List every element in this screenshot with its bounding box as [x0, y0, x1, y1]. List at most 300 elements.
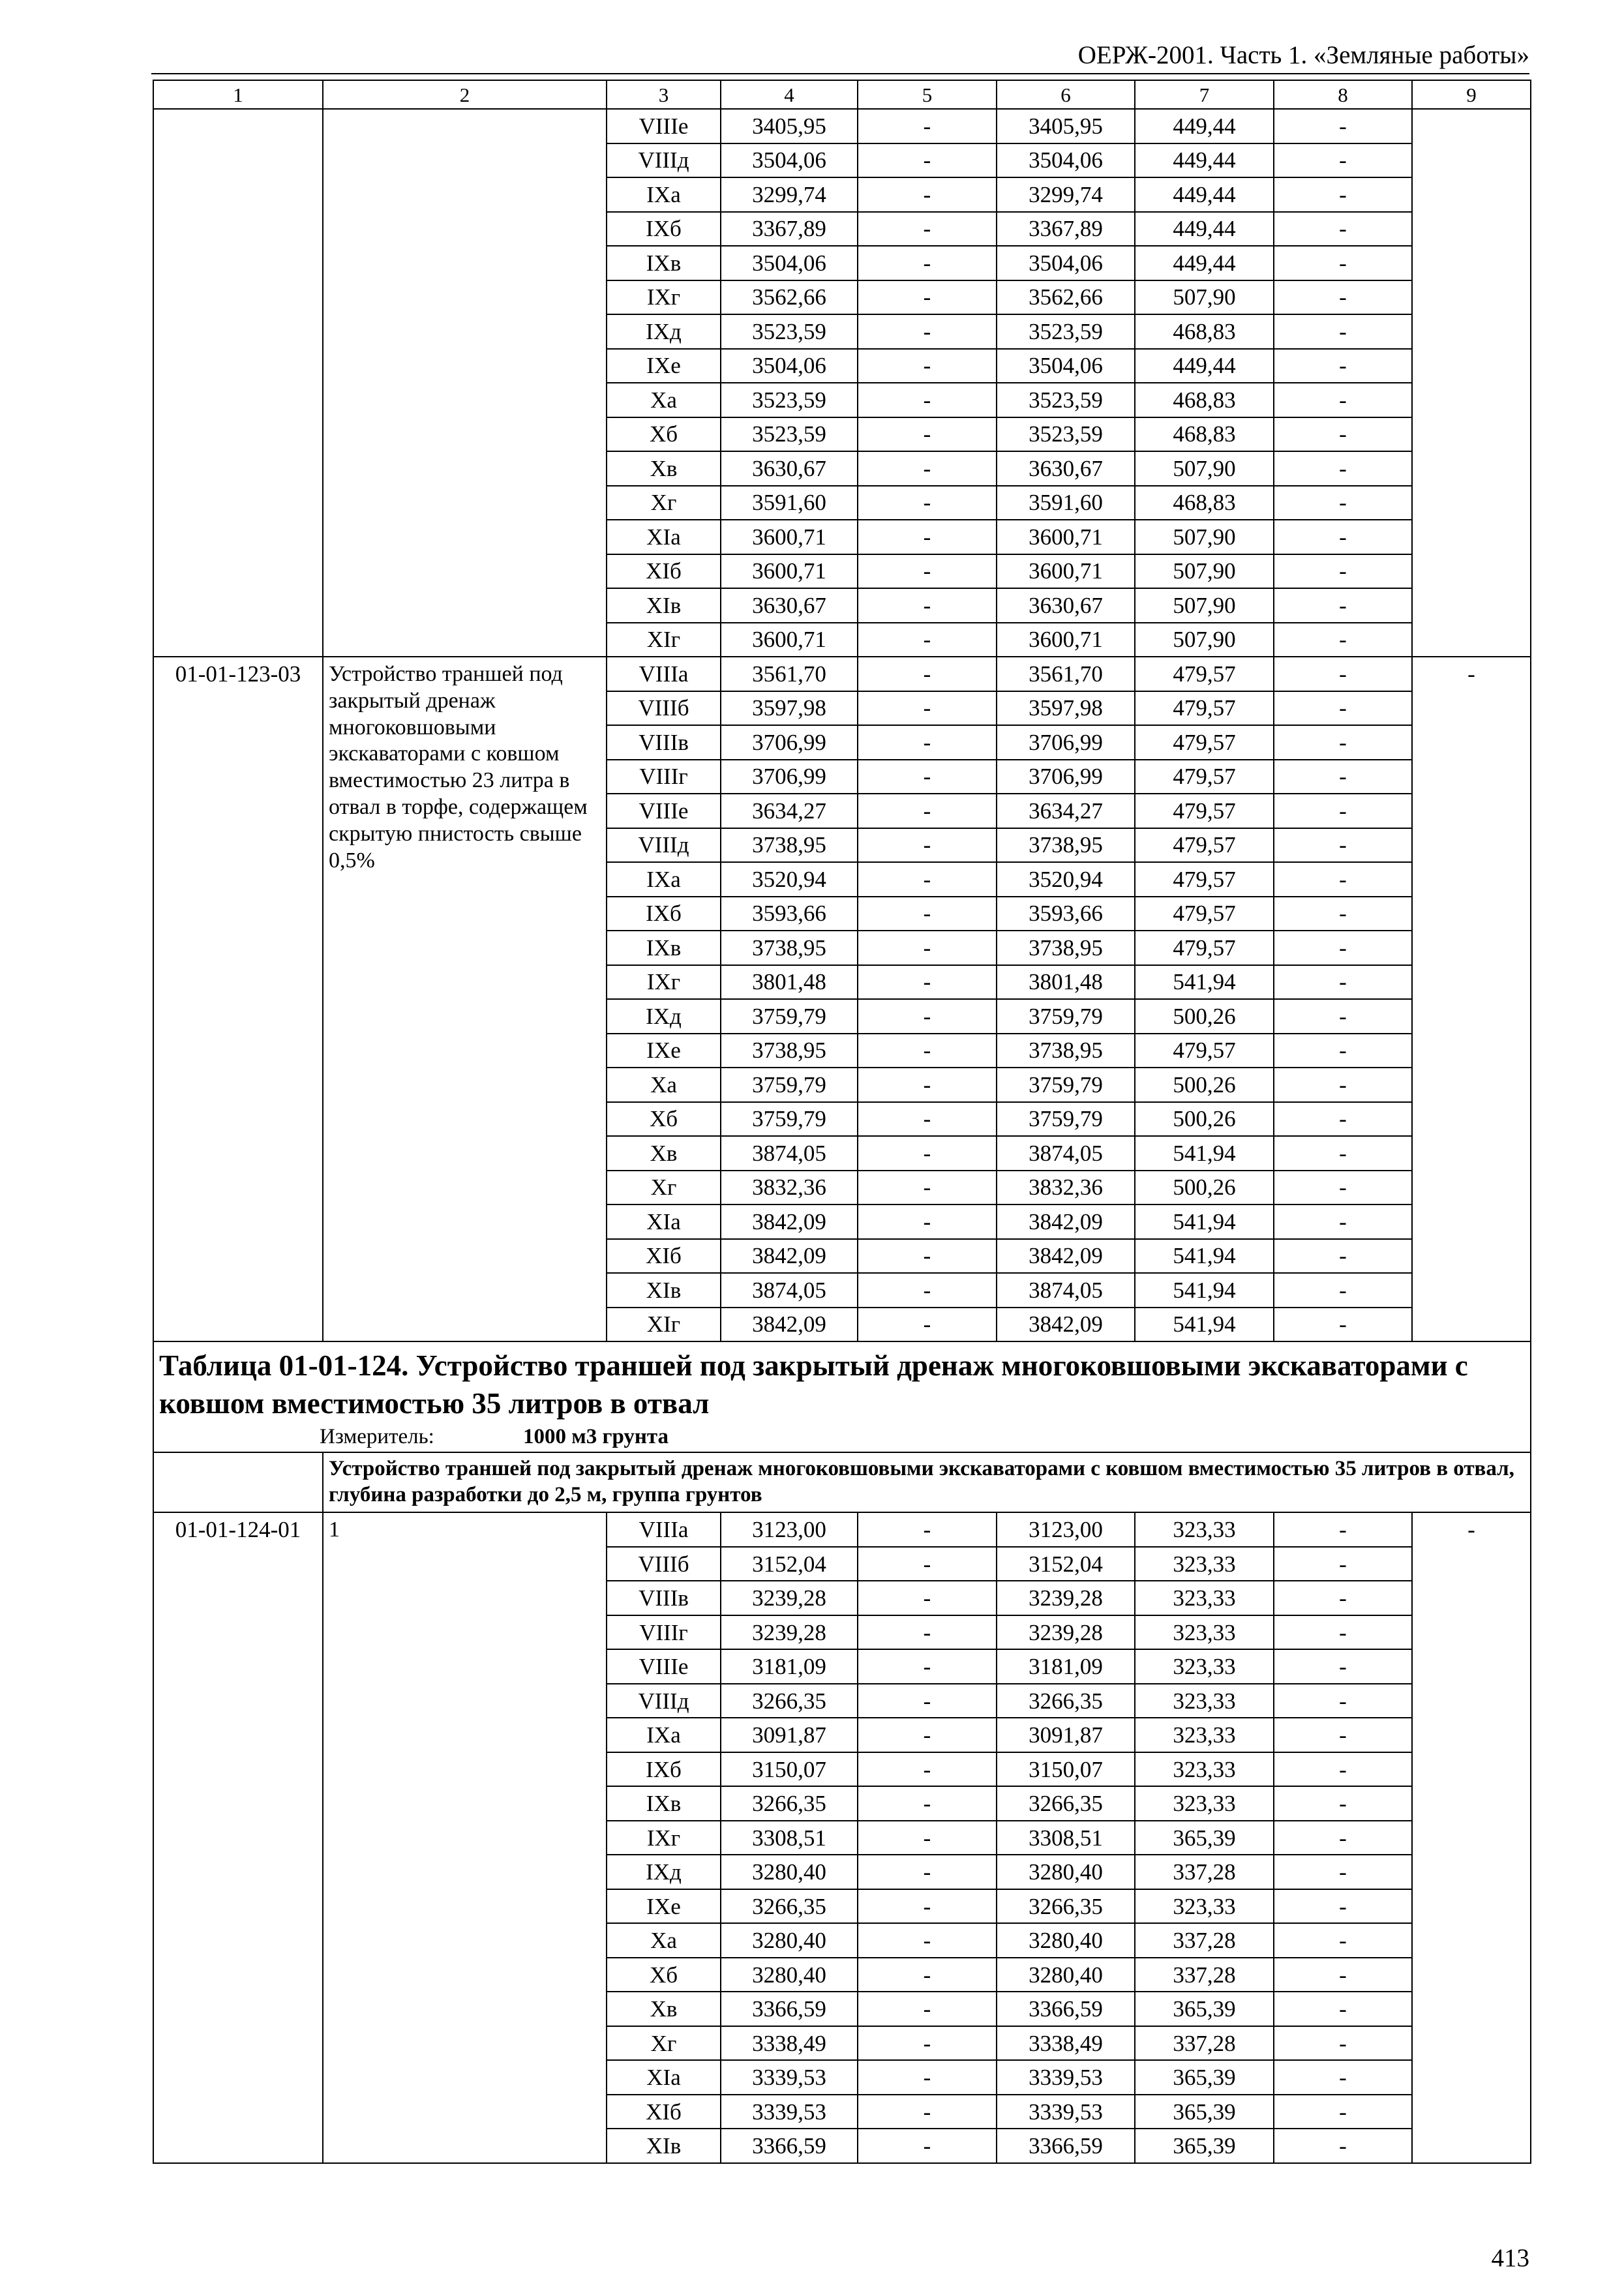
cell-col8: - [1274, 1204, 1412, 1239]
cell-col4: 3523,59 [721, 314, 858, 349]
cell-col3: VIIIд [607, 143, 721, 178]
cell-col8: - [1274, 2060, 1412, 2095]
cell-col8: - [1274, 349, 1412, 383]
cell-col7: 449,44 [1135, 246, 1274, 280]
cell-col3: IXб [607, 897, 721, 931]
cell-col6: 3520,94 [997, 862, 1135, 897]
cell-col6: 3706,99 [997, 725, 1135, 760]
cell-col4: 3738,95 [721, 828, 858, 863]
cell-col5: - [858, 2129, 997, 2163]
cell-col7: 337,28 [1135, 1855, 1274, 1889]
cell-col8: - [1274, 1547, 1412, 1581]
cell-col5: - [858, 1102, 997, 1137]
cell-col6: 3339,53 [997, 2060, 1135, 2095]
cell-col8: - [1274, 2095, 1412, 2129]
cell-col3: VIIIe [607, 1649, 721, 1684]
cell-col7: 507,90 [1135, 588, 1274, 623]
cell-col5: - [858, 965, 997, 1000]
cell-col8: - [1274, 1034, 1412, 1068]
cell-col8: - [1274, 623, 1412, 657]
cell-col7: 479,57 [1135, 691, 1274, 726]
measure-label: Измеритель: [320, 1425, 434, 1449]
cell-col4: 3561,70 [721, 657, 858, 691]
cell-col8: - [1274, 1615, 1412, 1650]
cell-col5: - [858, 1239, 997, 1274]
cell-col8: - [1274, 897, 1412, 931]
cell-col6: 3266,35 [997, 1684, 1135, 1718]
cell-col4: 3280,40 [721, 1923, 858, 1958]
cell-col4: 3738,95 [721, 1034, 858, 1068]
cell-col8: - [1274, 314, 1412, 349]
cell-col3: VIIIд [607, 828, 721, 863]
cell-col3: XIб [607, 1239, 721, 1274]
cell-col6: 3759,79 [997, 1068, 1135, 1102]
cell-col8: - [1274, 1889, 1412, 1924]
cell-col5: - [858, 486, 997, 520]
cell-col5: - [858, 143, 997, 178]
cell-col5: - [858, 2060, 997, 2095]
column-number: 7 [1135, 80, 1274, 109]
cell-col3: Xб [607, 1102, 721, 1137]
cell-col4: 3759,79 [721, 999, 858, 1034]
cell-col3: XIб [607, 554, 721, 589]
cell-col8: - [1274, 246, 1412, 280]
cell-col6: 3759,79 [997, 1102, 1135, 1137]
table-title: Таблица 01-01-124. Устройство траншей под закрытый дренаж многоковшовыми экскаваторами с ковшом вместимостью 35 литров в отвал [159, 1349, 1468, 1420]
column-number: 5 [858, 80, 997, 109]
cell-col5: - [858, 725, 997, 760]
cell-col7: 479,57 [1135, 931, 1274, 965]
cell-col6: 3366,59 [997, 2129, 1135, 2163]
cell-col6: 3842,09 [997, 1308, 1135, 1342]
cell-col5: - [858, 1034, 997, 1068]
cell-col7: 468,83 [1135, 486, 1274, 520]
cell-col4: 3152,04 [721, 1547, 858, 1581]
cell-col5: - [858, 931, 997, 965]
cell-col6: 3181,09 [997, 1649, 1135, 1684]
cell-col4: 3280,40 [721, 1855, 858, 1889]
col9-value [1412, 109, 1531, 657]
cell-col5: - [858, 794, 997, 828]
cell-col4: 3266,35 [721, 1684, 858, 1718]
cell-col4: 3874,05 [721, 1136, 858, 1171]
rates-table [153, 80, 1531, 2164]
cell-col3: IXд [607, 314, 721, 349]
cell-col8: - [1274, 999, 1412, 1034]
cell-col8: - [1274, 486, 1412, 520]
cell-col3: VIIIб [607, 1547, 721, 1581]
cell-col4: 3299,74 [721, 177, 858, 212]
cell-col3: VIIIв [607, 1581, 721, 1615]
cell-col7: 337,28 [1135, 1958, 1274, 1992]
cell-col3: XIв [607, 1273, 721, 1308]
cell-col8: - [1274, 1273, 1412, 1308]
cell-col3: XIa [607, 2060, 721, 2095]
cell-col7: 449,44 [1135, 177, 1274, 212]
cell-col3: Xa [607, 1068, 721, 1102]
cell-col8: - [1274, 725, 1412, 760]
cell-col7: 323,33 [1135, 1786, 1274, 1821]
cell-col7: 479,57 [1135, 1034, 1274, 1068]
cell-col6: 3239,28 [997, 1615, 1135, 1650]
cell-col8: - [1274, 1923, 1412, 1958]
cell-col5: - [858, 383, 997, 417]
cell-col6: 3339,53 [997, 2095, 1135, 2129]
cell-col5: - [858, 349, 997, 383]
cell-col6: 3123,00 [997, 1512, 1135, 1547]
cell-col4: 3266,35 [721, 1889, 858, 1924]
cell-col3: XIг [607, 1308, 721, 1342]
cell-col4: 3634,27 [721, 794, 858, 828]
cell-col4: 3593,66 [721, 897, 858, 931]
cell-col3: XIa [607, 1204, 721, 1239]
cell-col7: 449,44 [1135, 349, 1274, 383]
cell-col6: 3561,70 [997, 657, 1135, 691]
cell-col3: IXд [607, 999, 721, 1034]
cell-col3: VIIIг [607, 760, 721, 794]
cell-col6: 3504,06 [997, 246, 1135, 280]
cell-col8: - [1274, 1786, 1412, 1821]
cell-col6: 3630,67 [997, 451, 1135, 486]
cell-col5: - [858, 657, 997, 691]
cell-col3: Xв [607, 451, 721, 486]
measure-value: 1000 м3 грунта [523, 1425, 669, 1449]
cell-col6: 3150,07 [997, 1752, 1135, 1787]
cell-col7: 323,33 [1135, 1547, 1274, 1581]
cell-col6: 3832,36 [997, 1171, 1135, 1205]
cell-col4: 3280,40 [721, 1958, 858, 1992]
col9-value: - [1412, 657, 1531, 1341]
header-rule [151, 73, 1529, 74]
cell-col5: - [858, 1752, 997, 1787]
cell-col4: 3591,60 [721, 486, 858, 520]
cell-col4: 3874,05 [721, 1273, 858, 1308]
table-title-row [153, 1341, 1531, 1452]
cell-col7: 541,94 [1135, 1308, 1274, 1342]
cell-col8: - [1274, 451, 1412, 486]
cell-col4: 3597,98 [721, 691, 858, 726]
cell-col4: 3600,71 [721, 554, 858, 589]
column-number: 3 [607, 80, 721, 109]
cell-col5: - [858, 1649, 997, 1684]
cell-col5: - [858, 1855, 997, 1889]
cell-col5: - [858, 246, 997, 280]
cell-col3: VIIIд [607, 1684, 721, 1718]
cell-col3: Xб [607, 1958, 721, 1992]
cell-col8: - [1274, 1136, 1412, 1171]
cell-col8: - [1274, 520, 1412, 554]
column-number: 9 [1412, 80, 1531, 109]
cell-col6: 3299,74 [997, 177, 1135, 212]
cell-col6: 3152,04 [997, 1547, 1135, 1581]
cell-col8: - [1274, 383, 1412, 417]
cell-col6: 3562,66 [997, 280, 1135, 315]
subheading-empty-cell [153, 1452, 323, 1512]
cell-col3: IXб [607, 212, 721, 247]
cell-col8: - [1274, 1821, 1412, 1855]
cell-col5: - [858, 1136, 997, 1171]
cell-col8: - [1274, 1068, 1412, 1102]
cell-col7: 479,57 [1135, 897, 1274, 931]
cell-col7: 449,44 [1135, 143, 1274, 178]
cell-col7: 507,90 [1135, 451, 1274, 486]
cell-col7: 479,57 [1135, 828, 1274, 863]
cell-col6: 3405,95 [997, 109, 1135, 143]
cell-col6: 3280,40 [997, 1855, 1135, 1889]
cell-col4: 3308,51 [721, 1821, 858, 1855]
cell-col7: 500,26 [1135, 1068, 1274, 1102]
cell-col5: - [858, 1821, 997, 1855]
cell-col8: - [1274, 1581, 1412, 1615]
column-number: 6 [997, 80, 1135, 109]
cell-col6: 3280,40 [997, 1923, 1135, 1958]
cell-col5: - [858, 1308, 997, 1342]
cell-col3: IXв [607, 1786, 721, 1821]
cell-col6: 3523,59 [997, 417, 1135, 452]
cell-col7: 337,28 [1135, 2026, 1274, 2061]
cell-col3: Xв [607, 1136, 721, 1171]
cell-col4: 3706,99 [721, 760, 858, 794]
cell-col5: - [858, 1547, 997, 1581]
table-title-cell [153, 1341, 1531, 1452]
cell-col6: 3600,71 [997, 520, 1135, 554]
cell-col8: - [1274, 794, 1412, 828]
cell-col8: - [1274, 691, 1412, 726]
column-number: 4 [721, 80, 858, 109]
subheading: Устройство траншей под закрытый дренаж многоковшовыми экскаваторами с ковшом вместимостью 35 литров в отвал, глубина разработки до 2,5 м, группа грунтов [323, 1452, 1531, 1512]
cell-col7: 500,26 [1135, 999, 1274, 1034]
cell-col8: - [1274, 965, 1412, 1000]
cell-col7: 541,94 [1135, 1204, 1274, 1239]
cell-col3: Xг [607, 2026, 721, 2061]
cell-col7: 323,33 [1135, 1684, 1274, 1718]
cell-col6: 3759,79 [997, 999, 1135, 1034]
cell-col6: 3600,71 [997, 623, 1135, 657]
cell-col6: 3600,71 [997, 554, 1135, 589]
cell-col4: 3842,09 [721, 1308, 858, 1342]
cell-col6: 3738,95 [997, 931, 1135, 965]
cell-col7: 468,83 [1135, 383, 1274, 417]
cell-col5: - [858, 2095, 997, 2129]
cell-col3: IXб [607, 1752, 721, 1787]
cell-col6: 3523,59 [997, 383, 1135, 417]
cell-col7: 323,33 [1135, 1649, 1274, 1684]
cell-col5: - [858, 2026, 997, 2061]
cell-col8: - [1274, 760, 1412, 794]
work-description: Устройство траншей под закрытый дренаж многоковшовыми экскаваторами с ковшом вместимостью 23 литра в отвал в торфе, содержащем скрытую пнистость свыше 0,5% [323, 657, 607, 1341]
cell-col3: VIIIa [607, 657, 721, 691]
cell-col6: 3523,59 [997, 314, 1135, 349]
cell-col3: IXa [607, 177, 721, 212]
cell-col3: VIIIe [607, 794, 721, 828]
cell-col7: 365,39 [1135, 1992, 1274, 2026]
cell-col7: 479,57 [1135, 794, 1274, 828]
cell-col8: - [1274, 2129, 1412, 2163]
rate-code: 01-01-124-01 [153, 1512, 323, 2163]
cell-col3: IXa [607, 1718, 721, 1752]
cell-col7: 365,39 [1135, 2095, 1274, 2129]
cell-col8: - [1274, 1171, 1412, 1205]
cell-col5: - [858, 1786, 997, 1821]
cell-col4: 3600,71 [721, 520, 858, 554]
rate-code [153, 109, 323, 657]
cell-col5: - [858, 1171, 997, 1205]
cell-col8: - [1274, 177, 1412, 212]
cell-col5: - [858, 1615, 997, 1650]
cell-col4: 3842,09 [721, 1204, 858, 1239]
cell-col6: 3593,66 [997, 897, 1135, 931]
cell-col4: 3562,66 [721, 280, 858, 315]
cell-col7: 479,57 [1135, 760, 1274, 794]
cell-col8: - [1274, 862, 1412, 897]
cell-col5: - [858, 177, 997, 212]
col9-value: - [1412, 1512, 1531, 2163]
cell-col5: - [858, 862, 997, 897]
cell-col8: - [1274, 1752, 1412, 1787]
cell-col3: Xa [607, 383, 721, 417]
cell-col4: 3600,71 [721, 623, 858, 657]
cell-col8: - [1274, 1649, 1412, 1684]
cell-col3: Xб [607, 417, 721, 452]
cell-col5: - [858, 760, 997, 794]
cell-col8: - [1274, 417, 1412, 452]
cell-col3: Xa [607, 1923, 721, 1958]
cell-col7: 541,94 [1135, 965, 1274, 1000]
column-number-row [153, 80, 1531, 109]
cell-col5: - [858, 691, 997, 726]
cell-col6: 3874,05 [997, 1136, 1135, 1171]
cell-col3: IXe [607, 1889, 721, 1924]
cell-col4: 3504,06 [721, 349, 858, 383]
cell-col4: 3630,67 [721, 451, 858, 486]
cell-col4: 3842,09 [721, 1239, 858, 1274]
cell-col4: 3123,00 [721, 1512, 858, 1547]
cell-col5: - [858, 623, 997, 657]
cell-col4: 3091,87 [721, 1718, 858, 1752]
cell-col6: 3091,87 [997, 1718, 1135, 1752]
cell-col5: - [858, 109, 997, 143]
cell-col6: 3591,60 [997, 486, 1135, 520]
cell-col5: - [858, 520, 997, 554]
cell-col7: 507,90 [1135, 520, 1274, 554]
cell-col4: 3181,09 [721, 1649, 858, 1684]
cell-col8: - [1274, 212, 1412, 247]
cell-col8: - [1274, 1512, 1412, 1547]
cell-col4: 3366,59 [721, 2129, 858, 2163]
cell-col5: - [858, 212, 997, 247]
cell-col7: 323,33 [1135, 1581, 1274, 1615]
work-description [323, 109, 607, 657]
cell-col6: 3738,95 [997, 828, 1135, 863]
cell-col3: IXд [607, 1855, 721, 1889]
cell-col8: - [1274, 657, 1412, 691]
cell-col3: IXг [607, 1821, 721, 1855]
cell-col6: 3367,89 [997, 212, 1135, 247]
table-row [153, 1512, 1531, 1547]
cell-col7: 500,26 [1135, 1102, 1274, 1137]
cell-col4: 3801,48 [721, 965, 858, 1000]
cell-col7: 468,83 [1135, 417, 1274, 452]
cell-col5: - [858, 897, 997, 931]
cell-col3: Xв [607, 1992, 721, 2026]
cell-col7: 479,57 [1135, 862, 1274, 897]
cell-col4: 3150,07 [721, 1752, 858, 1787]
cell-col7: 323,33 [1135, 1889, 1274, 1924]
cell-col3: IXв [607, 246, 721, 280]
cell-col7: 323,33 [1135, 1615, 1274, 1650]
cell-col6: 3338,49 [997, 2026, 1135, 2061]
cell-col7: 323,33 [1135, 1752, 1274, 1787]
cell-col5: - [858, 1068, 997, 1102]
cell-col7: 507,90 [1135, 280, 1274, 315]
cell-col3: IXe [607, 349, 721, 383]
cell-col7: 337,28 [1135, 1923, 1274, 1958]
cell-col6: 3801,48 [997, 965, 1135, 1000]
column-number: 8 [1274, 80, 1412, 109]
cell-col3: IXв [607, 931, 721, 965]
cell-col4: 3504,06 [721, 246, 858, 280]
cell-col5: - [858, 314, 997, 349]
work-description: 1 [323, 1512, 607, 2163]
cell-col4: 3339,53 [721, 2060, 858, 2095]
cell-col5: - [858, 1684, 997, 1718]
cell-col7: 479,57 [1135, 657, 1274, 691]
cell-col8: - [1274, 1992, 1412, 2026]
cell-col7: 365,39 [1135, 2060, 1274, 2095]
cell-col5: - [858, 1889, 997, 1924]
cell-col5: - [858, 1923, 997, 1958]
cell-col4: 3405,95 [721, 109, 858, 143]
cell-col6: 3630,67 [997, 588, 1135, 623]
cell-col5: - [858, 588, 997, 623]
cell-col7: 365,39 [1135, 1821, 1274, 1855]
rate-code: 01-01-123-03 [153, 657, 323, 1341]
cell-col3: VIIIб [607, 691, 721, 726]
cell-col8: - [1274, 143, 1412, 178]
cell-col8: - [1274, 1718, 1412, 1752]
cell-col6: 3280,40 [997, 1958, 1135, 1992]
cell-col6: 3634,27 [997, 794, 1135, 828]
cell-col3: XIг [607, 623, 721, 657]
cell-col7: 323,33 [1135, 1718, 1274, 1752]
cell-col7: 468,83 [1135, 314, 1274, 349]
cell-col3: XIa [607, 520, 721, 554]
cell-col6: 3842,09 [997, 1204, 1135, 1239]
cell-col5: - [858, 1581, 997, 1615]
cell-col5: - [858, 828, 997, 863]
cell-col3: VIIIe [607, 109, 721, 143]
cell-col4: 3338,49 [721, 2026, 858, 2061]
cell-col3: IXa [607, 862, 721, 897]
column-number: 2 [323, 80, 607, 109]
cell-col6: 3874,05 [997, 1273, 1135, 1308]
cell-col7: 479,57 [1135, 725, 1274, 760]
cell-col6: 3366,59 [997, 1992, 1135, 2026]
running-header: ОЕРЖ-2001. Часть 1. «Земляные работы» [1077, 41, 1529, 69]
measure-line [159, 1426, 1525, 1448]
cell-col5: - [858, 554, 997, 589]
cell-col5: - [858, 999, 997, 1034]
cell-col4: 3367,89 [721, 212, 858, 247]
cell-col4: 3239,28 [721, 1581, 858, 1615]
cell-col6: 3504,06 [997, 143, 1135, 178]
cell-col8: - [1274, 2026, 1412, 2061]
cell-col8: - [1274, 1102, 1412, 1137]
cell-col8: - [1274, 1308, 1412, 1342]
cell-col7: 541,94 [1135, 1136, 1274, 1171]
cell-col3: Xг [607, 486, 721, 520]
cell-col8: - [1274, 1239, 1412, 1274]
